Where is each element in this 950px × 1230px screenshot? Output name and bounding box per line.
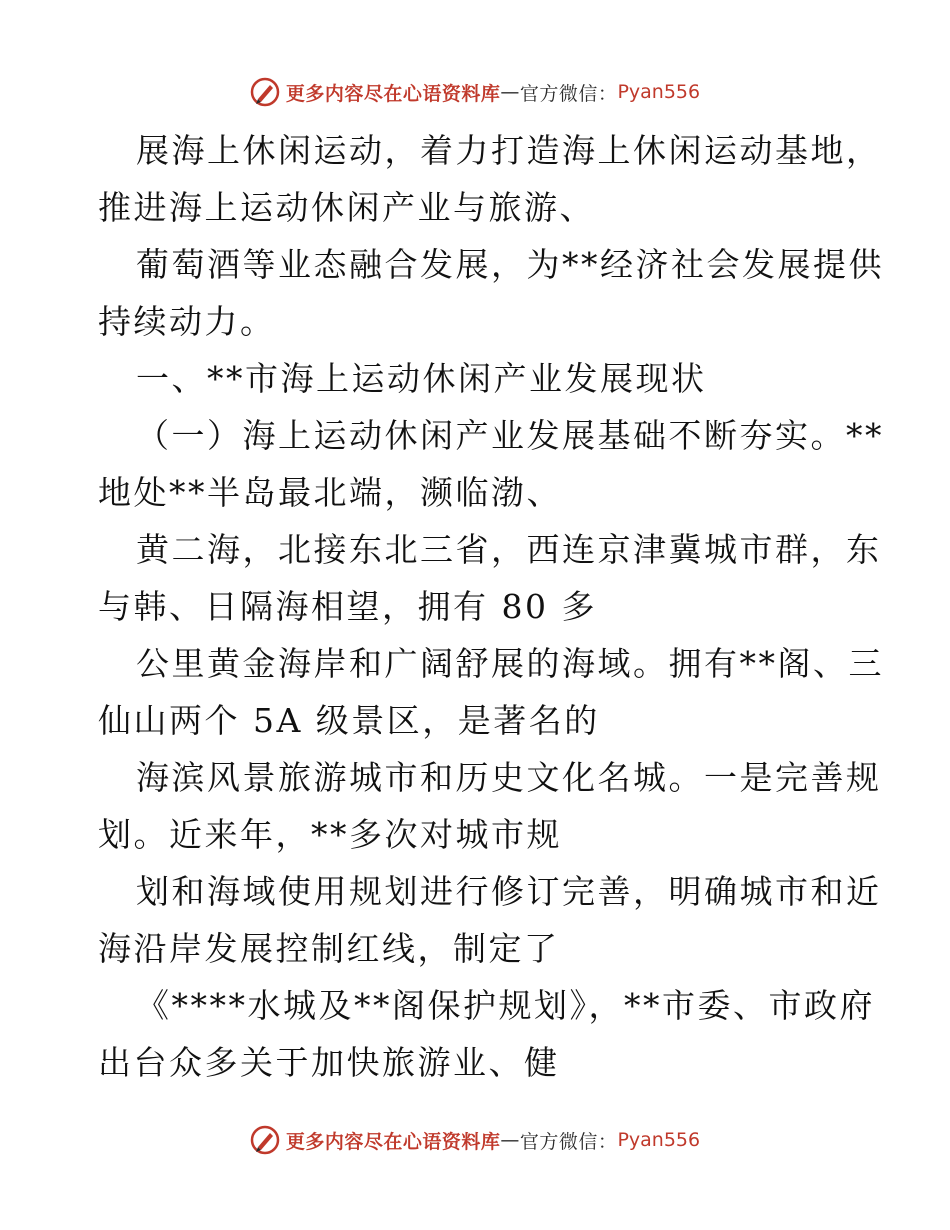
watermark-dash: — [500, 1129, 520, 1151]
text-line: 海滨风景旅游城市和历史文化名城。一是完善规 [136, 758, 882, 797]
text-line: 持续动力。 [98, 302, 276, 341]
text-line: 推进海上运动休闲产业与旅游、 [98, 188, 595, 227]
header-watermark [0, 72, 950, 112]
text-line: 与韩、日隔海相望，拥有 80 多 [98, 587, 597, 626]
watermark-dash: — [500, 81, 520, 103]
text-line: 仙山两个 5A 级景区，是著名的 [98, 701, 600, 740]
document-body [98, 122, 884, 1091]
text-line: 黄二海，北接东北三省，西连京津冀城市群，东 [136, 530, 882, 569]
text-line: 《****水城及**阁保护规划》，**市委、市政府 [136, 986, 875, 1025]
text-line: 一、**市海上运动休闲产业发展现状 [136, 359, 707, 398]
footer-watermark [0, 1120, 950, 1160]
watermark-prefix: 更多内容尽在心语资料库 [285, 1130, 501, 1153]
text-line: 公里黄金海岸和广阔舒展的海域。拥有**阁、三 [136, 644, 884, 683]
text-line: （一）海上运动休闲产业发展基础不断夯实。** [136, 416, 884, 455]
text-line: 划。近来年，**多次对城市规 [98, 815, 562, 854]
watermark-prefix: 更多内容尽在心语资料库 [285, 82, 501, 105]
watermark-id: Pyan556 [617, 81, 701, 103]
text-line: 出台众多关于加快旅游业、健 [98, 1043, 560, 1082]
watermark-official: 官方微信： [519, 1130, 618, 1153]
text-line: 葡萄酒等业态融合发展，为**经济社会发展提供 [136, 245, 884, 284]
pen-logo-icon [250, 1125, 280, 1155]
text-line: 划和海域使用规划进行修订完善，明确城市和近 [136, 872, 882, 911]
watermark-official: 官方微信： [519, 82, 618, 105]
pen-logo-icon [250, 77, 280, 107]
text-line: 展海上休闲运动，着力打造海上休闲运动基地， [136, 131, 882, 170]
watermark-id: Pyan556 [617, 1129, 701, 1151]
text-line: 地处**半岛最北端，濒临渤、 [98, 473, 562, 512]
text-line: 海沿岸发展控制红线，制定了 [98, 929, 560, 968]
